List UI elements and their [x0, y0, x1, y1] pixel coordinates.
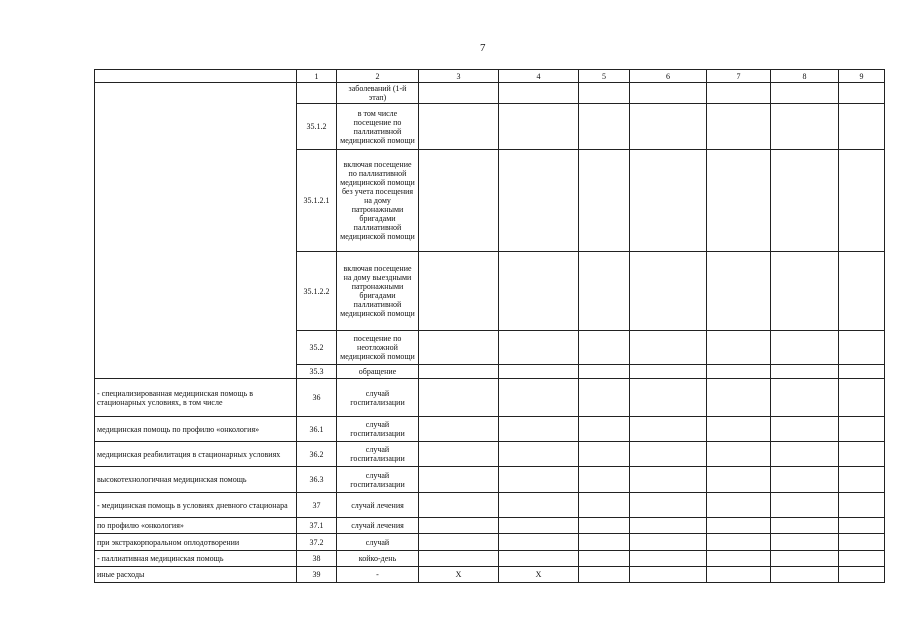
row-unit: случай — [337, 534, 419, 551]
header-cell-3: 3 — [419, 70, 499, 83]
table-row — [95, 417, 885, 442]
row-unit: случай госпитализации — [337, 442, 419, 467]
cell-col-3 — [419, 534, 499, 551]
row-unit: включая посещение на дому выездными патронажными бригадами паллиативной медицинской помощи — [337, 252, 419, 331]
table-row — [95, 467, 885, 493]
cell-col-7 — [707, 493, 771, 518]
page-number: 7 — [480, 42, 486, 54]
cell-col-3 — [419, 467, 499, 493]
cell-col-7 — [707, 417, 771, 442]
row-unit: случай госпитализации — [337, 467, 419, 493]
row-code: 36 — [297, 379, 337, 417]
cell-col-6 — [630, 417, 707, 442]
cell-col-8 — [771, 493, 839, 518]
cell-col-6 — [630, 493, 707, 518]
cell-col-3 — [419, 252, 499, 331]
table-row — [95, 534, 885, 551]
cell-col-7 — [707, 379, 771, 417]
cell-col-8 — [771, 379, 839, 417]
cell-col-6 — [630, 104, 707, 150]
table-row — [95, 379, 885, 417]
header-cell-5: 5 — [579, 70, 630, 83]
row-unit: заболеваний (1-й этап) — [337, 83, 419, 104]
table-row — [95, 442, 885, 467]
table-row — [95, 551, 885, 567]
row-code: 35.1.2.1 — [297, 150, 337, 252]
cell-col-4: Х — [499, 567, 579, 583]
row-code: 37.1 — [297, 518, 337, 534]
cell-col-5 — [579, 379, 630, 417]
cell-col-3 — [419, 442, 499, 467]
header-cell-blank — [95, 70, 297, 83]
cell-col-5 — [579, 365, 630, 379]
cell-col-8 — [771, 467, 839, 493]
cell-col-8 — [771, 83, 839, 104]
cell-col-7 — [707, 104, 771, 150]
cell-col-9 — [839, 467, 885, 493]
table-row — [95, 83, 885, 104]
cell-col-7 — [707, 83, 771, 104]
cell-col-7 — [707, 150, 771, 252]
cell-col-4 — [499, 365, 579, 379]
cell-col-4 — [499, 493, 579, 518]
cell-col-8 — [771, 331, 839, 365]
cell-col-5 — [579, 83, 630, 104]
cell-col-9 — [839, 567, 885, 583]
cell-col-6 — [630, 442, 707, 467]
cell-col-6 — [630, 518, 707, 534]
cell-col-9 — [839, 518, 885, 534]
cell-col-4 — [499, 252, 579, 331]
table-row — [95, 518, 885, 534]
row-unit: койко-день — [337, 551, 419, 567]
row-name: медицинская помощь по профилю «онкология» — [95, 417, 297, 442]
cell-col-8 — [771, 365, 839, 379]
cell-col-6 — [630, 567, 707, 583]
cell-col-8 — [771, 442, 839, 467]
table-row — [95, 567, 885, 583]
cell-col-7 — [707, 551, 771, 567]
cell-col-9 — [839, 442, 885, 467]
cell-col-7 — [707, 365, 771, 379]
cell-col-4 — [499, 150, 579, 252]
row-code — [297, 83, 337, 104]
header-cell-1: 1 — [297, 70, 337, 83]
cell-col-5 — [579, 331, 630, 365]
row-name: по профилю «онкология» — [95, 518, 297, 534]
cell-col-5 — [579, 104, 630, 150]
row-name: при экстракорпоральном оплодотворении — [95, 534, 297, 551]
row-code: 37 — [297, 493, 337, 518]
cell-col-3 — [419, 365, 499, 379]
header-row — [95, 70, 885, 83]
cell-col-7 — [707, 442, 771, 467]
cell-col-6 — [630, 467, 707, 493]
cell-col-5 — [579, 518, 630, 534]
row-code: 36.2 — [297, 442, 337, 467]
cell-col-5 — [579, 442, 630, 467]
cell-col-3 — [419, 493, 499, 518]
row-code: 35.3 — [297, 365, 337, 379]
cell-col-4 — [499, 518, 579, 534]
cell-col-9 — [839, 150, 885, 252]
row-unit: обращение — [337, 365, 419, 379]
cell-col-8 — [771, 252, 839, 331]
row-unit: в том числе посещение по паллиативной медицинской помощи — [337, 104, 419, 150]
cell-col-8 — [771, 567, 839, 583]
row-code: 38 — [297, 551, 337, 567]
cell-col-4 — [499, 379, 579, 417]
cell-col-3 — [419, 83, 499, 104]
cell-col-4 — [499, 467, 579, 493]
cell-col-6 — [630, 252, 707, 331]
cell-col-4 — [499, 104, 579, 150]
row-code: 35.1.2.2 — [297, 252, 337, 331]
cell-col-8 — [771, 518, 839, 534]
cell-col-7 — [707, 467, 771, 493]
row-name-merged — [95, 83, 297, 379]
row-code: 36.3 — [297, 467, 337, 493]
cell-col-5 — [579, 534, 630, 551]
row-name: - медицинская помощь в условиях дневного стационара — [95, 493, 297, 518]
cell-col-7 — [707, 331, 771, 365]
row-unit: случай госпитализации — [337, 417, 419, 442]
cell-col-8 — [771, 150, 839, 252]
cell-col-9 — [839, 365, 885, 379]
cell-col-9 — [839, 379, 885, 417]
cell-col-6 — [630, 534, 707, 551]
cell-col-4 — [499, 331, 579, 365]
cell-col-7 — [707, 534, 771, 551]
row-code: 37.2 — [297, 534, 337, 551]
cell-col-6 — [630, 150, 707, 252]
cell-col-9 — [839, 252, 885, 331]
cell-col-8 — [771, 534, 839, 551]
row-unit: случай лечения — [337, 493, 419, 518]
cell-col-8 — [771, 551, 839, 567]
cell-col-3 — [419, 331, 499, 365]
cell-col-6 — [630, 83, 707, 104]
header-cell-2: 2 — [337, 70, 419, 83]
row-name: - специализированная медицинская помощь в стационарных условиях, в том числе — [95, 379, 297, 417]
cell-col-5 — [579, 417, 630, 442]
cell-col-5 — [579, 567, 630, 583]
cell-col-4 — [499, 551, 579, 567]
data-table — [94, 69, 885, 583]
row-name: иные расходы — [95, 567, 297, 583]
row-unit: случай госпитализации — [337, 379, 419, 417]
cell-col-5 — [579, 150, 630, 252]
header-cell-8: 8 — [771, 70, 839, 83]
cell-col-6 — [630, 331, 707, 365]
cell-col-5 — [579, 551, 630, 567]
row-code: 35.2 — [297, 331, 337, 365]
cell-col-3 — [419, 518, 499, 534]
row-unit: - — [337, 567, 419, 583]
cell-col-3 — [419, 551, 499, 567]
row-code: 36.1 — [297, 417, 337, 442]
cell-col-4 — [499, 83, 579, 104]
cell-col-4 — [499, 534, 579, 551]
cell-col-6 — [630, 365, 707, 379]
cell-col-9 — [839, 417, 885, 442]
cell-col-4 — [499, 442, 579, 467]
cell-col-9 — [839, 83, 885, 104]
row-unit: включая посещение по паллиативной медицинской помощи без учета посещения на дому патронажными бригадами паллиативной медицинской помощи — [337, 150, 419, 252]
cell-col-3 — [419, 379, 499, 417]
table-row — [95, 493, 885, 518]
cell-col-3 — [419, 104, 499, 150]
cell-col-4 — [499, 417, 579, 442]
row-name: медицинская реабилитация в стационарных условиях — [95, 442, 297, 467]
row-code: 39 — [297, 567, 337, 583]
row-unit: посещение по неотложной медицинской помощи — [337, 331, 419, 365]
cell-col-7 — [707, 252, 771, 331]
cell-col-3 — [419, 417, 499, 442]
cell-col-7 — [707, 567, 771, 583]
header-cell-6: 6 — [630, 70, 707, 83]
cell-col-9 — [839, 104, 885, 150]
cell-col-6 — [630, 379, 707, 417]
cell-col-9 — [839, 551, 885, 567]
cell-col-3 — [419, 150, 499, 252]
header-cell-7: 7 — [707, 70, 771, 83]
row-code: 35.1.2 — [297, 104, 337, 150]
cell-col-8 — [771, 104, 839, 150]
cell-col-5 — [579, 467, 630, 493]
cell-col-5 — [579, 493, 630, 518]
cell-col-5 — [579, 252, 630, 331]
cell-col-9 — [839, 534, 885, 551]
row-unit: случай лечения — [337, 518, 419, 534]
header-cell-9: 9 — [839, 70, 885, 83]
cell-col-3: Х — [419, 567, 499, 583]
cell-col-9 — [839, 331, 885, 365]
cell-col-8 — [771, 417, 839, 442]
header-cell-4: 4 — [499, 70, 579, 83]
cell-col-6 — [630, 551, 707, 567]
cell-col-7 — [707, 518, 771, 534]
row-name: высокотехнологичная медицинская помощь — [95, 467, 297, 493]
row-name: - паллиативная медицинская помощь — [95, 551, 297, 567]
cell-col-9 — [839, 493, 885, 518]
